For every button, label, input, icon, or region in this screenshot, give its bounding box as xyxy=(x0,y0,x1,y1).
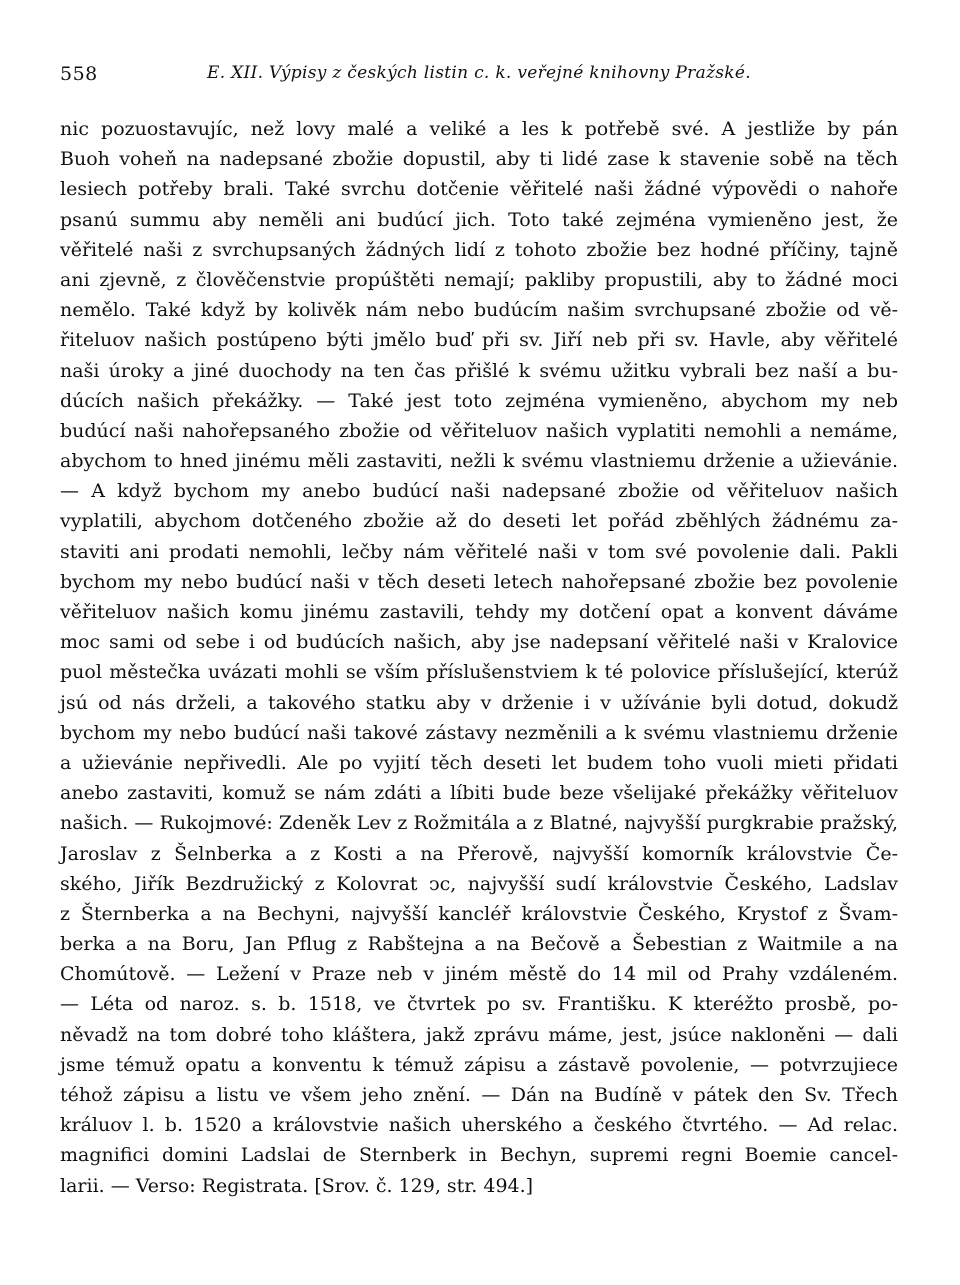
text-line-36: larii. — Verso: Registrata. [Srov. č. 129, str. 494.] xyxy=(60,1174,534,1197)
text-line-18: moc sami od sebe i od budúcích našich, aby jse nadepsaní věřitelé naši v Kralovice xyxy=(60,631,898,654)
text-line-35: magnifici domini Ladslai de Sternberk in Bechyn, supremi regni Boemie cancel- xyxy=(60,1144,898,1167)
page-number: 558 xyxy=(60,63,98,85)
text-line-17: věřiteluov našich komu jinému zastavili, tehdy my dotčení opat a konvent dáváme xyxy=(60,601,898,623)
text-line-16: bychom my nebo budúcí naši v těch deseti letech nahořepsané zbožie bez povolenie xyxy=(60,570,898,593)
text-line-19: puol městečka uvázati mohli se vším příslušenstviem k té polovice příslušející, kterúž xyxy=(60,661,898,684)
text-line-33: téhož zápisu a listu ve všem jeho znění. — Dán na Budíně v pátek den Sv. Třech xyxy=(60,1084,898,1106)
text-line-21: bychom my nebo budúcí naši takové zástavy nezměnili a k svému vlastniemu drženie xyxy=(60,721,898,744)
text-line-7: nemělo. Také když by kolivěk nám nebo budúcím našim svrchupsané zbožie od vě- xyxy=(60,299,898,322)
text-line-1: nic pozuostavujíc, než lovy malé a veliké a les k potřebě své. A jestliže by pán xyxy=(60,118,898,140)
text-line-29: Chomútově. — Ležení v Praze neb v jiném městě do 14 mil od Prahy vzdáleném. xyxy=(60,963,898,986)
text-line-4: psanú summu aby neměli ani budúcí jich. Toto také zejména vymieněno jest, že xyxy=(60,208,898,231)
text-line-3: lesiech potřeby brali. Také svrchu dotčenie věřitelé naši žádné výpovědi o nahoře xyxy=(60,178,898,201)
text-line-31: něvadž na tom dobré toho kláštera, jakž zprávu máme, jest, jsúce nakloněni — dali xyxy=(60,1023,898,1046)
text-line-32: jsme témuž opatu a konventu k témuž zápisu a zástavě povolenie, — potvrzujiece xyxy=(60,1053,898,1076)
text-line-23: anebo zastaviti, komuž se nám zdáti a líbiti bude beze všelijaké překážky věřiteluov xyxy=(60,782,898,805)
text-line-12: abychom to hned jinému měli zastaviti, nežli k svému vlastniemu drženie a užievánie. xyxy=(60,450,898,473)
text-line-27: z Šternberka a na Bechyni, najvyšší kancléř královstvie Českého, Krystof z Švam- xyxy=(60,902,898,925)
text-line-6: ani zjevně, z člověčenstvie propúštěti nemají; pakliby propustili, aby to žádné moci xyxy=(60,268,898,291)
text-line-30: — Léta od naroz. s. b. 1518, ve čtvrtek po sv. Františku. K kteréžto prosbě, po- xyxy=(60,993,898,1016)
text-line-10: dúcích našich překážky. — Také jest toto zejména vymieněno, abychom my neb xyxy=(60,389,898,412)
body-text xyxy=(60,114,898,1201)
page-header xyxy=(60,63,898,93)
text-line-15: staviti ani prodati nemohli, lečby nám věřitelé naši v tom své povolenie dali. Pakli xyxy=(60,540,898,563)
text-line-13: — A když bychom my anebo budúcí naši nadepsané zbožie od věřiteluov našich xyxy=(60,480,898,503)
text-line-25: Jaroslav z Šelnberka a z Kosti a na Přerově, najvyšší komorník královstvie Če- xyxy=(60,842,898,865)
text-line-2: Buoh voheň na nadepsané zbožie dopustil, aby ti lidé zase k stavenie sobě na těch xyxy=(60,148,898,171)
text-line-14: vyplatili, abychom dotčeného zbožie až do deseti let pořád zběhlých žádnému za- xyxy=(60,510,898,533)
text-line-11: budúcí naši nahořepsaného zbožie od věřiteluov našich vyplatiti nemohli a nemáme, xyxy=(60,419,898,442)
text-line-22: a užievánie nepřivedli. Ale po vyjití těch deseti let budem toho vuoli mieti přidati xyxy=(60,751,898,774)
text-line-5: věřitelé naši z svrchupsaných žádných lidí z tohoto zbožie bez hodné příčiny, tajně xyxy=(60,238,898,261)
text-line-26: ského, Jiřík Bezdružický z Kolovrat ↄc, najvyšší sudí královstvie Českého, Ladslav xyxy=(60,872,898,895)
text-line-8: řiteluov našich postúpeno býti jmělo buď při sv. Jiří neb při sv. Havle, aby věřitelé xyxy=(60,329,898,352)
text-line-34: králuov l. b. 1520 a královstvie našich uherského a českého čtvrtého. — Ad relac. xyxy=(60,1114,898,1137)
running-title: E. XII. Výpisy z českých listin c. k. veřejné knihovny Pražské. xyxy=(207,63,751,83)
text-line-24: našich. — Rukojmové: Zdeněk Lev z Rožmitála a z Blatné, najvyšší purgkrabie pražský, xyxy=(60,812,898,835)
text-line-28: berka a na Boru, Jan Pflug z Rabštejna a na Bečově a Šebestian z Waitmile a na xyxy=(60,933,898,956)
text-line-20: jsú od nás drželi, a takového statku aby v drženie i v užívánie byli dotud, dokudž xyxy=(60,691,898,714)
text-line-9: naši úroky a jiné duochody na ten čas přišlé k svému užitku vybrali bez naší a bu- xyxy=(60,359,898,382)
